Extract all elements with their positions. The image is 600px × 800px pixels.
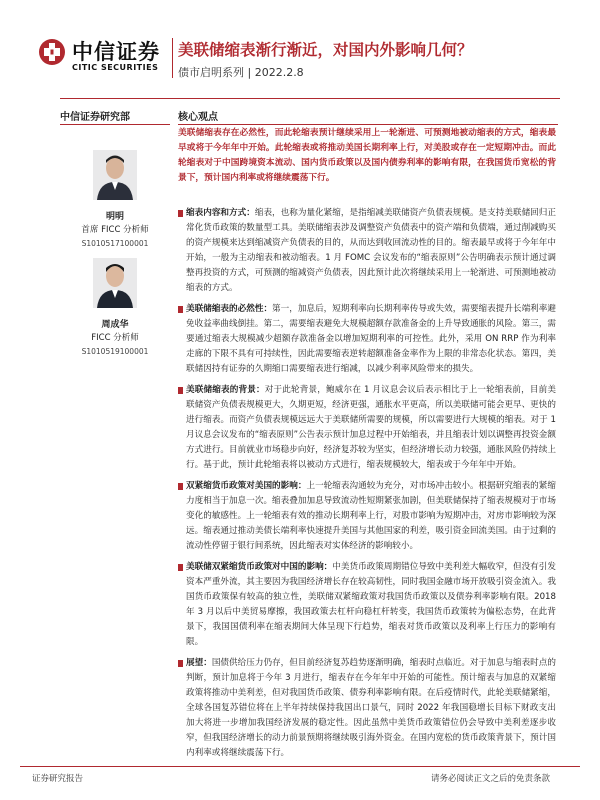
report-body <box>178 206 556 767</box>
paragraph-lead: 美联储缩表的必然性： <box>186 304 273 314</box>
paragraph-lead: 展望： <box>186 658 212 668</box>
analyst-role: 首席 FICC 分析师 <box>81 225 149 235</box>
analyst-card <box>60 258 170 358</box>
analyst-name: 明明 <box>105 212 124 222</box>
paragraph-lead: 美联储双紧缩货币政策对中国的影响： <box>186 562 333 572</box>
body-paragraph <box>178 302 556 377</box>
analyst-cert: S1010519100001 <box>81 347 149 356</box>
right-section-rule <box>178 124 558 125</box>
bullet-icon <box>178 387 183 394</box>
footer-rule <box>20 766 580 767</box>
paragraph-text: 中美货币政策周期错位导致中美利差大幅收窄，但没有引发资本严重外流，其主要因为我国经济增长存在较高韧性，同时我国金融市场开放吸引资金流入。我国货币政策保有较高的独立性，美联储双紧缩政策对我国货币政策以及债券利率影响有限。2018 年 3 月以后中美贸易摩擦，我国政策去杠杆向稳杠杆转变，我国货币政策转为偏松态势，在此背景下，我国国债利率在缩表期间大体呈现下行趋势，缩表对货币政策以及利率上行压力的影响有限。 <box>186 562 556 647</box>
header-divider <box>172 38 173 78</box>
body-paragraph <box>178 206 556 296</box>
body-paragraph <box>178 479 556 554</box>
paragraph-text: 缩表，也称为量化紧缩，是指缩减美联储资产负债表规模。是支持美联储回归正常化货币政策的数量型工具。美联储缩表涉及调整资产负债表中的资产端和负债端，通过削减购买的资产规模来达到缩减资产负债表的目的，从而达到收回流动性的目的。缩表最早或将于今年年中开始，一般为主动缩表和被动缩表。1 月 FOMC 会议发布的“缩表原则”公告明确表示预计通过调整再投资的方式，可预测的缩减资产负债表，因此预计此次将继续采用上一轮渐进、可预测地被动缩表的方式。 <box>186 208 556 293</box>
analyst-cert: S1010517100001 <box>81 239 149 248</box>
paragraph-lead: 缩表内容和方式： <box>186 208 255 218</box>
left-section-rule <box>60 124 170 125</box>
header-rule <box>60 98 560 99</box>
logo-text-en: CITIC SECURITIES <box>72 63 159 72</box>
body-paragraph <box>178 560 556 650</box>
analyst-role: FICC 分析师 <box>91 333 139 343</box>
logo-text-cn: 中信证券 <box>72 40 160 64</box>
analyst-card <box>60 150 170 250</box>
footer-report-type: 证券研究报告 <box>32 774 84 784</box>
paragraph-text: 国债供给压力仍存，但目前经济复苏趋势逐渐明确，缩表时点临近。对于加息与缩表时点的判断，预计加息将于今年 3 月进行，缩表存在今年年中开始的可能性。预计缩表与加息的双紧缩政策将推动中美利差，但对我国货币政策、债券利率影响有限。在后疫情时代，此轮美联储紧缩，全球各国复苏错位将在上半年持续保持我国出口景气，同时 2022 年我国稳增长目标下财政支出加大将进一步增加我国经济发展的稳定性。因此虽然中美货币政策错位仍会导致中美利差逐步收窄，但我国经济增长的动力前景预期将继续吸引海外资金。在国内宽松的货币政策背景下，预计国内利率或将继续震荡下行。 <box>186 658 556 758</box>
report-title: 美联储缩表渐行渐近，对国内外影响几何？ <box>178 41 473 59</box>
paragraph-text: 上一轮缩表沟通较为充分，对市场冲击较小。根据研究缩表的紧缩力度相当于加息一次。缩表叠加加息导致流动性短期紧张加剧，但美联储保持了缩表规模对于市场变化的敏感性。上一轮缩表有效的推动长期利率上行，对股市影响为短期冲击，对房市影响较为深远。缩表通过推动美债长端利率快速提升美国与其他国家的利差，吸引资金回流美国。由于过剩的流动性停留于银行间系统，因此缩表对实体经济的影响较小。 <box>186 481 556 551</box>
core-view-label: 核心观点 <box>178 112 218 123</box>
paragraph-lead: 美联储缩表的背景： <box>186 385 265 395</box>
bullet-icon <box>178 483 183 490</box>
left-column-header <box>60 108 170 123</box>
citic-logo-icon <box>38 38 66 66</box>
analyst-photo-icon <box>93 150 137 200</box>
bullet-icon <box>178 210 183 217</box>
paragraph-text: 对于此轮背景，鲍威尔在 1 月议息会议后表示相比于上一轮缩表前，目前美联储资产负债表规模更大，久期更短，经济更强，通胀水平更高，所以美联储可能会更早、更快的进行缩表。而资产负债表规模远远大于美联储所需要的规模，所以需要进行大规模的缩表。对于 1 月议息会议发布的“缩表原则”公告表示预计加息过程中开始缩表，并且缩表计划以调整再投资金额方式进行。目前就业市场稳步向好，经济复苏较为坚实，但经济增长动力较强，通胀风险仍持续上行。基于此，预计此轮缩表将以被动方式进行，缩表规模较大，缩表或于今年年中开始。 <box>186 385 556 470</box>
body-paragraph <box>178 656 556 761</box>
report-header <box>0 0 600 100</box>
footer-disclaimer: 请务必阅读正文之后的免责条款 <box>430 774 550 784</box>
bullet-icon <box>178 660 183 667</box>
research-dept-label: 中信证券研究部 <box>60 112 130 123</box>
right-column-header <box>178 108 558 123</box>
core-summary: 美联储缩表存在必然性，而此轮缩表预计继续采用上一轮渐进、可预测地被动缩表的方式，缩表最早或将于今年年中开始。此轮缩表或将推动美国长期利率上行，对美股或存在一定短期冲击。而此轮缩表对于中国跨境资本流动、国内货币政策以及国内债券利率的影响有限，在我国货币宽松的背景下，预计国内利率或将继续震荡下行。 <box>178 128 556 183</box>
paragraph-lead: 双紧缩货币政策对美国的影响： <box>186 481 307 491</box>
analyst-name: 周成华 <box>101 320 129 330</box>
bullet-icon <box>178 564 183 571</box>
bullet-icon <box>178 306 183 313</box>
report-series: 债市启明系列 | 2022.2.8 <box>178 66 304 79</box>
analyst-photo-icon <box>93 258 137 308</box>
paragraph-text: 第一，加息后，短期利率向长期利率传导或失效，需要缩表提升长端利率避免收益率曲线倒挂。第二，需要缩表避免大规模超额存款准备金的上升导致通胀的风险。第三，需要通过缩表大规模减少超额存款准备金以增加短期利率的可控性。此外，采用 ON RRP 作为利率走廊的下限不具有可持续性，因此需要缩表逆转超额准备金率作为上限的非常态化状态。第四，美联储因持有证券的久期缩口需要缩表进行缩减，以减少利率风险带来的损失。 <box>186 304 556 374</box>
body-paragraph <box>178 383 556 473</box>
